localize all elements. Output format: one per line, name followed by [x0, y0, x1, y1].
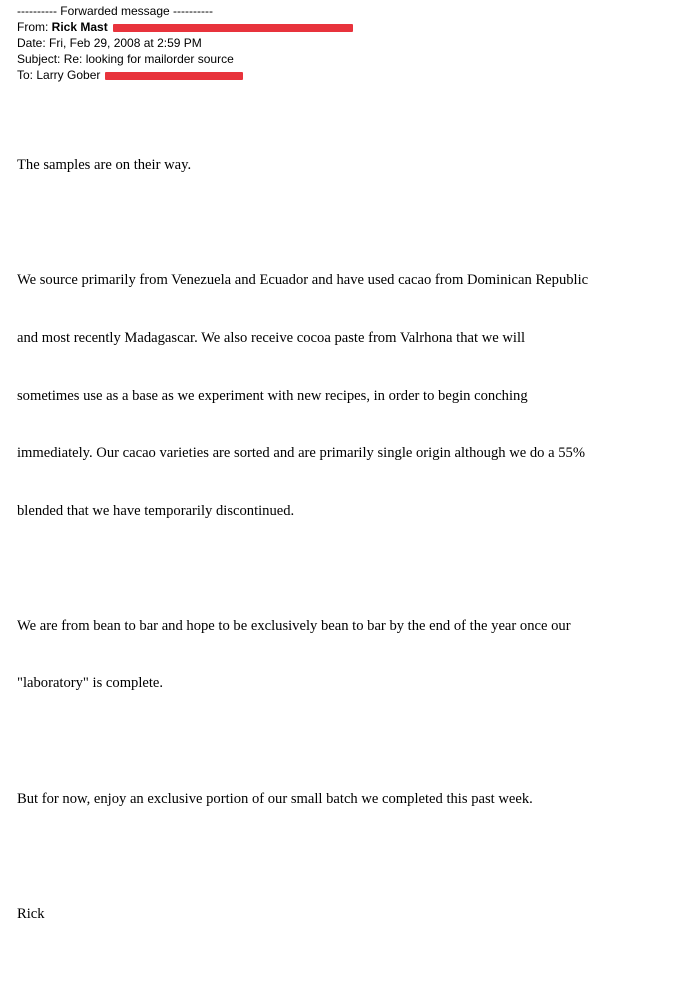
subject-line: Subject: Re: looking for mailorder source	[17, 52, 234, 66]
to-line	[17, 67, 353, 83]
email-forward-header	[17, 3, 353, 83]
text-line: blended that we have temporarily discontinued.	[17, 502, 295, 519]
redacted-recipient-email	[105, 72, 243, 80]
sender-name: Rick Mast	[51, 20, 108, 34]
text-line: "laboratory" is complete.	[17, 675, 164, 692]
paragraph-samples	[17, 118, 677, 214]
redacted-sender-email	[113, 24, 353, 32]
to-recipient: To: Larry Gober	[17, 68, 101, 82]
paragraph-bean-to-bar	[17, 578, 677, 732]
text-line: We are from bean to bar and hope to be exclusively bean to bar by the end of the year once our	[17, 617, 571, 634]
email-body	[17, 118, 677, 981]
text-line: The samples are on their way.	[17, 157, 192, 174]
from-label: From:	[17, 20, 52, 34]
text-line: But for now, enjoy an exclusive portion of our small batch we completed this past week.	[17, 790, 533, 807]
signature-name: Rick	[17, 905, 45, 922]
text-line: and most recently Madagascar. We also receive cocoa paste from Valrhona that we will	[17, 330, 526, 347]
signature	[17, 866, 677, 962]
text-line: sometimes use as a base as we experiment with new recipes, in order to begin conching	[17, 387, 528, 404]
paragraph-small-batch	[17, 751, 677, 847]
forwarded-message-banner: ---------- Forwarded message ----------	[17, 4, 213, 18]
text-line: We source primarily from Venezuela and Ecuador and have used cacao from Dominican Republic	[17, 272, 589, 289]
text-line: immediately. Our cacao varieties are sorted and are primarily single origin although we do a 55%	[17, 445, 586, 462]
from-line	[17, 19, 353, 35]
paragraph-sourcing	[17, 233, 677, 559]
date-line: Date: Fri, Feb 29, 2008 at 2:59 PM	[17, 36, 202, 50]
